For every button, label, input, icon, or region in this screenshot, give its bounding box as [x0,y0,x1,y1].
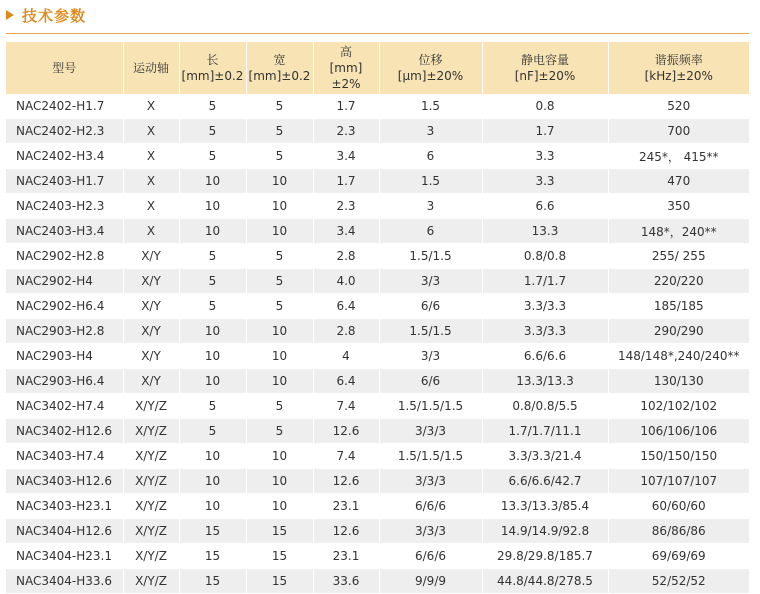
height-cell: 12.6 [313,519,379,544]
height-cell: 12.6 [313,419,379,444]
axis-cell: X [123,94,179,119]
table-row [6,394,749,419]
axis-cell: X/Y [123,344,179,369]
column-header-length: 长 [mm]±0.2 [179,42,246,94]
frequency-cell: 148/148*,240/240** [608,344,749,369]
frequency-cell: 700 [608,119,749,144]
header-divider [6,33,749,34]
height-cell: 2.3 [313,194,379,219]
axis-cell: X/Y [123,369,179,394]
model-cell: NAC2903-H6.4 [6,369,123,394]
capacitance-cell: 1.7/1.7/11.1 [482,419,608,444]
frequency-cell: 86/86/86 [608,519,749,544]
axis-cell: X [123,144,179,169]
length-cell: 10 [179,444,246,469]
length-cell: 10 [179,494,246,519]
capacitance-cell: 0.8/0.8/5.5 [482,394,608,419]
height-cell: 3.4 [313,219,379,244]
column-header-axis: 运动轴 [123,42,179,94]
column-header-height: 高 [mm]±2% [313,42,379,94]
displacement-cell: 1.5/1.5 [379,319,482,344]
model-cell: NAC2903-H4 [6,344,123,369]
height-cell: 12.6 [313,469,379,494]
frequency-cell: 470 [608,169,749,194]
height-cell: 23.1 [313,494,379,519]
displacement-cell: 3/3/3 [379,469,482,494]
width-cell: 5 [246,119,313,144]
displacement-cell: 3/3/3 [379,519,482,544]
model-cell: NAC2902-H6.4 [6,294,123,319]
capacitance-cell: 0.8 [482,94,608,119]
table-row [6,494,749,519]
width-cell: 10 [246,369,313,394]
capacitance-cell: 3.3 [482,169,608,194]
height-cell: 23.1 [313,544,379,569]
model-cell: NAC2402-H2.3 [6,119,123,144]
frequency-cell: 245*， 415** [608,144,749,169]
table-row [6,294,749,319]
table-row [6,269,749,294]
width-cell: 5 [246,269,313,294]
table-header-row [6,42,749,94]
displacement-cell: 3 [379,194,482,219]
length-cell: 10 [179,344,246,369]
capacitance-cell: 6.6/6.6/42.7 [482,469,608,494]
axis-cell: X/Y/Z [123,569,179,594]
width-cell: 10 [246,219,313,244]
model-cell: NAC2902-H2.8 [6,244,123,269]
width-cell: 10 [246,494,313,519]
table-row [6,194,749,219]
table-row [6,144,749,169]
width-cell: 10 [246,469,313,494]
frequency-cell: 60/60/60 [608,494,749,519]
axis-cell: X/Y [123,294,179,319]
length-cell: 10 [179,169,246,194]
frequency-cell: 350 [608,194,749,219]
width-cell: 10 [246,194,313,219]
length-cell: 10 [179,369,246,394]
width-cell: 10 [246,344,313,369]
length-cell: 5 [179,294,246,319]
capacitance-cell: 0.8/0.8 [482,244,608,269]
displacement-cell: 6/6 [379,294,482,319]
width-cell: 10 [246,169,313,194]
height-cell: 1.7 [313,169,379,194]
height-cell: 1.7 [313,94,379,119]
frequency-cell: 520 [608,94,749,119]
length-cell: 10 [179,219,246,244]
table-body [6,94,749,594]
height-cell: 4 [313,344,379,369]
table-row [6,419,749,444]
displacement-cell: 1.5/1.5/1.5 [379,444,482,469]
column-header-capacitance: 静电容量 [nF]±20% [482,42,608,94]
table-row [6,569,749,594]
frequency-cell: 52/52/52 [608,569,749,594]
height-cell: 2.8 [313,319,379,344]
capacitance-cell: 6.6 [482,194,608,219]
axis-cell: X/Y/Z [123,544,179,569]
capacitance-cell: 3.3 [482,144,608,169]
width-cell: 10 [246,319,313,344]
width-cell: 15 [246,544,313,569]
height-cell: 33.6 [313,569,379,594]
displacement-cell: 6 [379,144,482,169]
length-cell: 5 [179,244,246,269]
table-row [6,444,749,469]
capacitance-cell: 44.8/44.8/278.5 [482,569,608,594]
height-cell: 2.8 [313,244,379,269]
displacement-cell: 3 [379,119,482,144]
column-header-resonant-frequency: 谐振频率 [kHz]±20% [608,42,749,94]
capacitance-cell: 29.8/29.8/185.7 [482,544,608,569]
width-cell: 5 [246,394,313,419]
frequency-cell: 102/102/102 [608,394,749,419]
model-cell: NAC3403-H23.1 [6,494,123,519]
model-cell: NAC3404-H23.1 [6,544,123,569]
table-row [6,544,749,569]
table-row [6,369,749,394]
axis-cell: X/Y [123,319,179,344]
table-row [6,94,749,119]
model-cell: NAC3402-H7.4 [6,394,123,419]
length-cell: 5 [179,144,246,169]
table-row [6,169,749,194]
model-cell: NAC3402-H12.6 [6,419,123,444]
frequency-cell: 290/290 [608,319,749,344]
model-cell: NAC2403-H3.4 [6,219,123,244]
axis-cell: X/Y/Z [123,494,179,519]
capacitance-cell: 13.3/13.3 [482,369,608,394]
width-cell: 5 [246,144,313,169]
capacitance-cell: 6.6/6.6 [482,344,608,369]
section-header [6,4,86,26]
column-header-model: 型号 [6,42,123,94]
model-cell: NAC2402-H1.7 [6,94,123,119]
frequency-cell: 185/185 [608,294,749,319]
axis-cell: X/Y/Z [123,469,179,494]
capacitance-cell: 13.3/13.3/85.4 [482,494,608,519]
displacement-cell: 1.5 [379,94,482,119]
capacitance-cell: 1.7 [482,119,608,144]
table-row [6,119,749,144]
length-cell: 5 [179,119,246,144]
axis-cell: X/Y [123,269,179,294]
capacitance-cell: 13.3 [482,219,608,244]
height-cell: 3.4 [313,144,379,169]
table-row [6,519,749,544]
spec-table [6,42,749,594]
capacitance-cell: 14.9/14.9/92.8 [482,519,608,544]
axis-cell: X/Y/Z [123,519,179,544]
width-cell: 5 [246,419,313,444]
length-cell: 10 [179,319,246,344]
capacitance-cell: 3.3/3.3/21.4 [482,444,608,469]
axis-cell: X/Y/Z [123,419,179,444]
length-cell: 15 [179,544,246,569]
width-cell: 5 [246,244,313,269]
width-cell: 5 [246,294,313,319]
displacement-cell: 1.5 [379,169,482,194]
frequency-cell: 69/69/69 [608,544,749,569]
capacitance-cell: 1.7/1.7 [482,269,608,294]
model-cell: NAC2403-H1.7 [6,169,123,194]
model-cell: NAC2903-H2.8 [6,319,123,344]
height-cell: 6.4 [313,294,379,319]
axis-cell: X [123,219,179,244]
model-cell: NAC3403-H7.4 [6,444,123,469]
section-title: 技术参数 [22,6,87,25]
length-cell: 10 [179,469,246,494]
axis-cell: X/Y/Z [123,444,179,469]
table-row [6,244,749,269]
width-cell: 15 [246,519,313,544]
model-cell: NAC3403-H12.6 [6,469,123,494]
length-cell: 15 [179,519,246,544]
model-cell: NAC3404-H33.6 [6,569,123,594]
model-cell: NAC3404-H12.6 [6,519,123,544]
frequency-cell: 107/107/107 [608,469,749,494]
axis-cell: X/Y [123,244,179,269]
frequency-cell: 220/220 [608,269,749,294]
displacement-cell: 9/9/9 [379,569,482,594]
displacement-cell: 6/6/6 [379,494,482,519]
axis-cell: X/Y/Z [123,394,179,419]
axis-cell: X [123,194,179,219]
model-cell: NAC2402-H3.4 [6,144,123,169]
height-cell: 4.0 [313,269,379,294]
model-cell: NAC2902-H4 [6,269,123,294]
width-cell: 15 [246,569,313,594]
displacement-cell: 3/3 [379,344,482,369]
displacement-cell: 3/3 [379,269,482,294]
length-cell: 10 [179,194,246,219]
model-cell: NAC2403-H2.3 [6,194,123,219]
column-header-displacement: 位移 [µm]±20% [379,42,482,94]
frequency-cell: 255/ 255 [608,244,749,269]
frequency-cell: 130/130 [608,369,749,394]
table-row [6,319,749,344]
length-cell: 5 [179,419,246,444]
capacitance-cell: 3.3/3.3 [482,319,608,344]
frequency-cell: 148*，240** [608,219,749,244]
frequency-cell: 106/106/106 [608,419,749,444]
triangle-bullet-icon [6,10,14,20]
height-cell: 7.4 [313,444,379,469]
length-cell: 5 [179,269,246,294]
column-header-width: 宽 [mm]±0.2 [246,42,313,94]
height-cell: 6.4 [313,369,379,394]
height-cell: 7.4 [313,394,379,419]
width-cell: 5 [246,94,313,119]
table-row [6,219,749,244]
frequency-cell: 150/150/150 [608,444,749,469]
table-row [6,469,749,494]
length-cell: 5 [179,394,246,419]
displacement-cell: 6/6/6 [379,544,482,569]
displacement-cell: 6 [379,219,482,244]
displacement-cell: 3/3/3 [379,419,482,444]
length-cell: 5 [179,94,246,119]
displacement-cell: 1.5/1.5 [379,244,482,269]
width-cell: 10 [246,444,313,469]
displacement-cell: 6/6 [379,369,482,394]
length-cell: 15 [179,569,246,594]
displacement-cell: 1.5/1.5/1.5 [379,394,482,419]
axis-cell: X [123,169,179,194]
table-row [6,344,749,369]
capacitance-cell: 3.3/3.3 [482,294,608,319]
height-cell: 2.3 [313,119,379,144]
axis-cell: X [123,119,179,144]
